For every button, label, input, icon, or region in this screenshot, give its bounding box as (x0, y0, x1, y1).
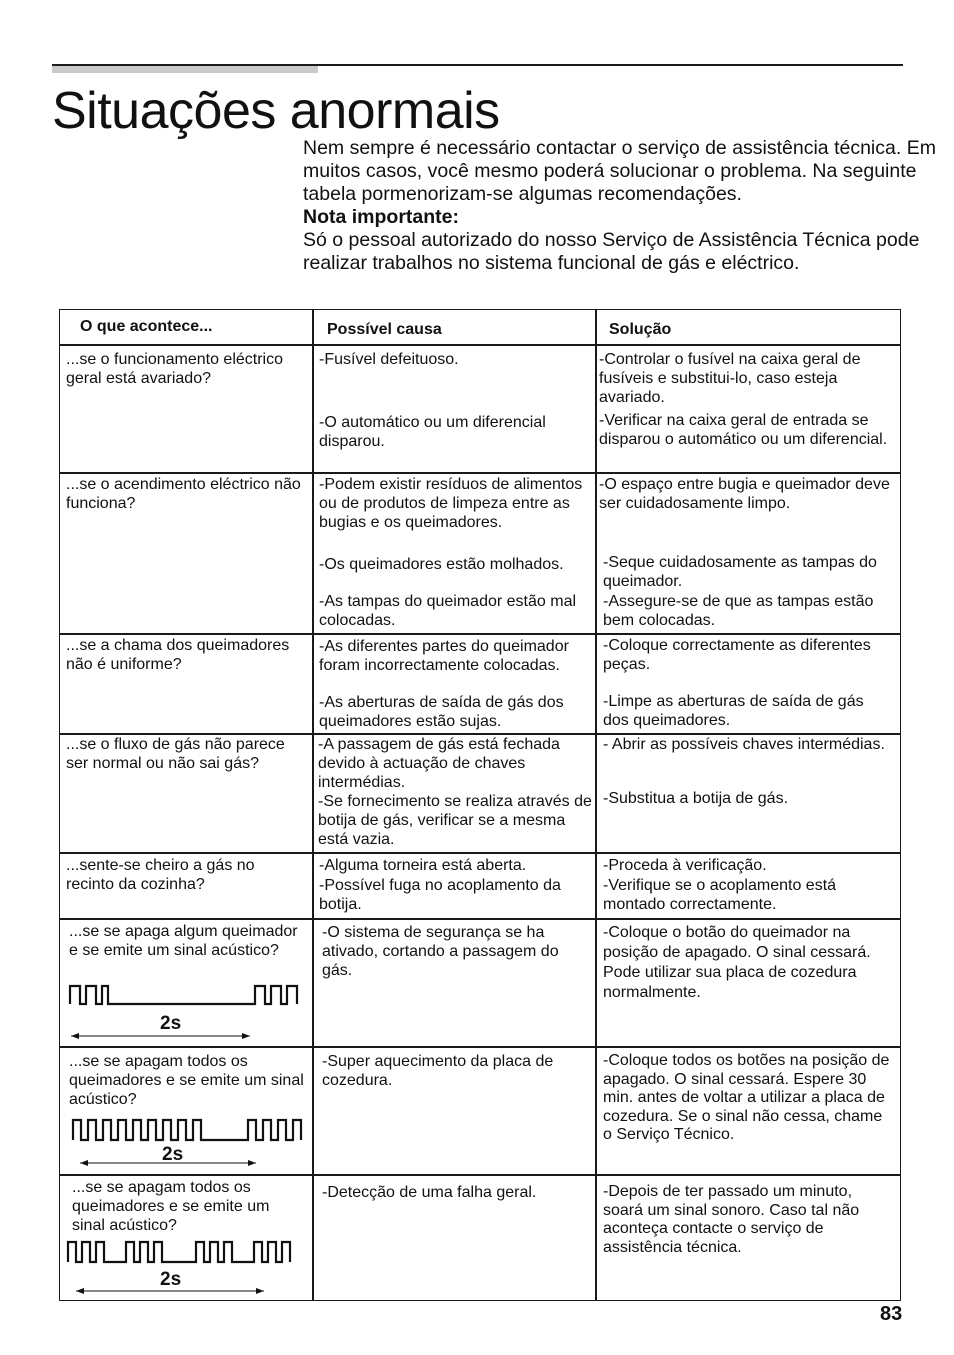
troubleshooting-table (59, 309, 901, 1301)
header-possible-cause: Possível causa (327, 321, 442, 338)
page-title: Situações anormais (52, 82, 500, 140)
row-3-problem: ...se a chama dos queimadores não é uniforme? (66, 637, 290, 673)
row-1-problem: ...se o funcionamento eléctrico geral está avariado? (66, 351, 284, 387)
column-divider (312, 310, 314, 1300)
row-6-problem: ...se se apaga algum queimador e se emite um sinal acústico? (69, 923, 298, 959)
row-divider (60, 1046, 900, 1048)
row-6-solution-1: -Coloque o botão do queimador na posição de apagado. O sinal cessará. Pode utilizar sua placa de cozedura normalmente. (603, 924, 871, 1001)
top-accent-bar (52, 66, 318, 73)
intro-block (303, 137, 948, 275)
row-2-cause-1: -Podem existir resíduos de alimentos ou de produtos de limpeza entre as bugias e os queimadores. (319, 476, 583, 531)
row-divider (60, 852, 900, 854)
row-8-cause-1: -Detecção de uma falha geral. (322, 1184, 537, 1201)
signal-duration-label: 2s (160, 1013, 182, 1034)
row-2-problem: ...se o acendimento eléctrico não funciona? (66, 476, 301, 512)
row-1-solution-2: -Verificar na caixa geral de entrada se disparou o automático ou um diferencial. (599, 412, 888, 448)
row-5-solution-1: -Proceda à verificação. (603, 857, 767, 874)
row-3-solution-1: -Coloque correctamente as diferentes peças. (603, 637, 871, 673)
row-2-cause-3: -As tampas do queimador estão mal colocadas. (319, 593, 577, 629)
row-3-cause-1: -As diferentes partes do queimador foram incorrectamente colocadas. (319, 638, 569, 674)
row-divider (60, 633, 900, 635)
page-number: 83 (880, 1303, 903, 1325)
row-6-cause-1: -O sistema de segurança se ha ativado, cortando a passagem do gás. (322, 924, 559, 979)
header-solution: Solução (609, 321, 672, 338)
row-divider (60, 918, 900, 920)
intro-text: Nem sempre é necessário contactar o serviço de assistência técnica. Em muitos casos, você mesmo poderá solucionar o problema. Na seguinte tabela pormenorizam-se algumas recomendações. (303, 137, 936, 205)
row-3-cause-2: -As aberturas de saída de gás dos queimadores estão sujas. (319, 694, 564, 730)
signal-diagram-groups (64, 1236, 304, 1298)
row-5-solution-2: -Verifique se o acoplamento está montado correctamente. (603, 877, 837, 913)
row-2-solution-3: -Assegure-se de que as tampas estão bem colocadas. (603, 593, 874, 629)
row-7-cause-1: -Super aquecimento da placa de cozedura. (322, 1053, 554, 1089)
header-what-happens: O que acontece... (80, 318, 213, 335)
row-5-cause-1: -Alguma torneira está aberta. (319, 857, 527, 874)
row-4-problem: ...se o fluxo de gás não parece ser normal ou não sai gás? (66, 736, 285, 772)
row-4-cause-2: -Se fornecimento se realiza através de botija de gás, verificar se a mesma está vazia. (318, 793, 592, 848)
row-8-problem: ...se se apagam todos os queimadores e se emite um sinal acústico? (72, 1179, 270, 1234)
signal-diagram-single (68, 980, 304, 1042)
row-7-problem: ...se se apagam todos os queimadores e se emite um sinal acústico? (69, 1053, 304, 1108)
row-2-solution-1: -O espaço entre bugia e queimador deve ser cuidadosamente limpo. (599, 476, 890, 512)
signal-duration-label: 2s (160, 1269, 182, 1290)
note-text: Só o pessoal autorizado do nosso Serviço de Assistência Técnica pode realizar trabalhos no sistema funcional de gás e eléctrico. (303, 229, 920, 274)
signal-duration-label: 2s (162, 1144, 184, 1165)
row-1-cause-2: -O automático ou um diferencial disparou. (319, 414, 546, 450)
row-4-solution-1: - Abrir as possíveis chaves intermédias. (603, 736, 885, 753)
row-4-cause-1: -A passagem de gás está fechada devido à actuação de chaves intermédias. (318, 736, 560, 791)
row-1-solution-1: -Controlar o fusível na caixa geral de fusíveis e substitui-lo, caso esteja avariado. (599, 351, 861, 406)
row-1-cause-1: -Fusível defeituoso. (319, 351, 459, 368)
row-divider (60, 472, 900, 474)
column-divider (595, 310, 597, 1300)
row-7-solution-1: -Coloque todos os botões na posição de apagado. O sinal cessará. Espere 30 min. antes de voltar a utilizar a placa de cozedura. Se o sinal não cessa, chame o Serviço Técnico. (603, 1052, 890, 1143)
row-3-solution-2: -Limpe as aberturas de saída de gás dos queimadores. (603, 693, 864, 729)
signal-diagram-multiple (68, 1114, 304, 1170)
row-4-solution-2: -Substitua a botija de gás. (603, 790, 789, 807)
row-divider (60, 344, 900, 346)
row-5-cause-2: -Possível fuga no acoplamento da botija. (319, 877, 561, 913)
row-5-problem: ...sente-se cheiro a gás no recinto da cozinha? (66, 857, 255, 893)
row-divider (60, 1174, 900, 1176)
row-2-cause-2: -Os queimadores estão molhados. (319, 556, 564, 573)
row-2-solution-2: -Seque cuidadosamente as tampas do queimador. (603, 554, 877, 590)
row-8-solution-1: -Depois de ter passado um minuto, soará um sinal sonoro. Caso tal não aconteça contacte o serviço de assistência técnica. (603, 1183, 860, 1256)
note-heading: Nota importante: (303, 206, 459, 228)
